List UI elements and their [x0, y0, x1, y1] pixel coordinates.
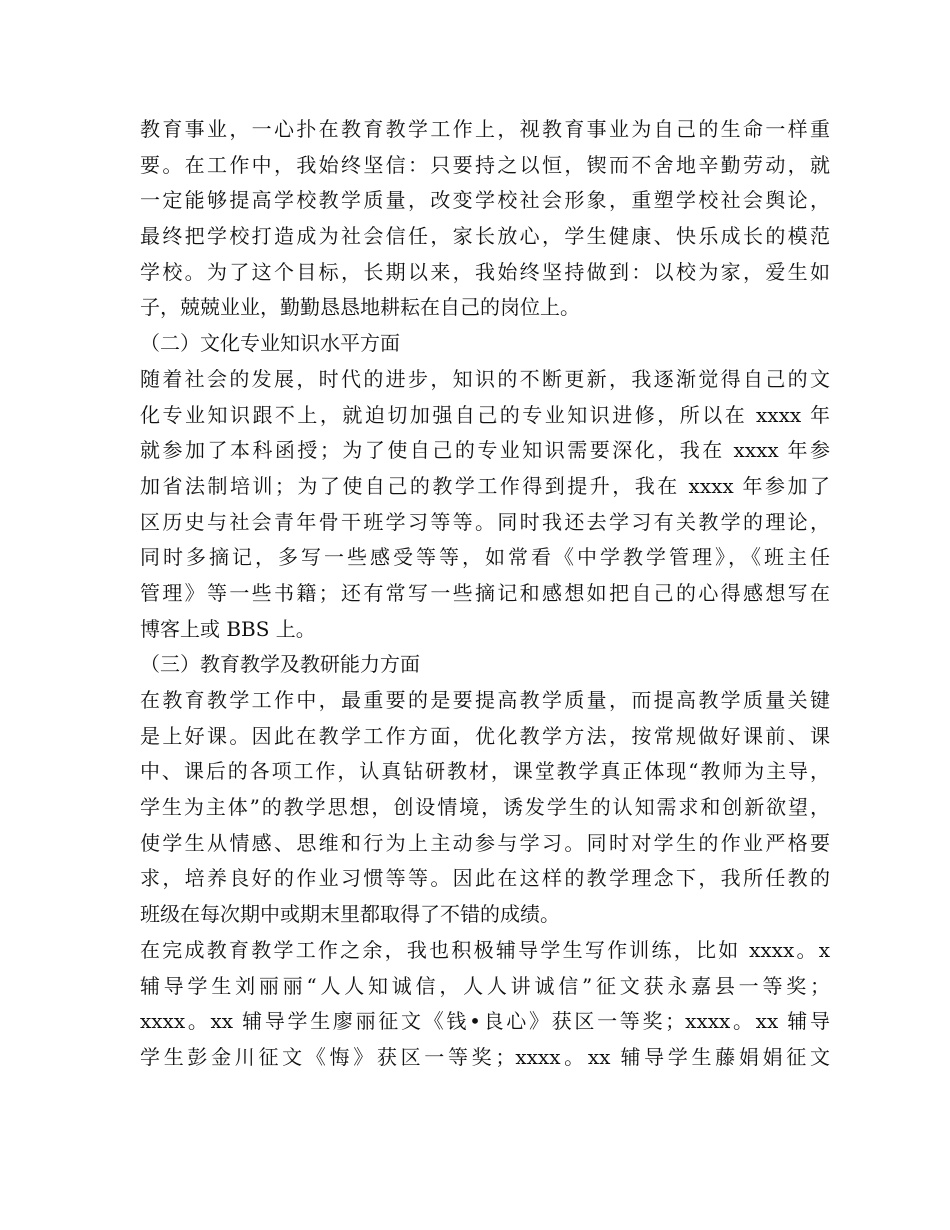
section-heading: （三）教育教学及教研能力方面	[140, 652, 420, 677]
text-line: 学生彭金川征文《悔》获区一等奖；xxxx。xx 辅导学生藤娟娟征文	[140, 1044, 830, 1069]
text-line: 博客上或 BBS 上。	[140, 616, 316, 641]
document-body	[140, 112, 830, 1076]
text-line: 学生为主体”的教学思想，创设情境，诱发学生的认知需求和创新欲望，	[140, 795, 830, 820]
text-line: 最终把学校打造成为社会信任，家长放心，学生健康、快乐成长的模范	[140, 224, 830, 249]
text-line: 在完成教育教学工作之余，我也积极辅导学生写作训练，比如 xxxx。x	[140, 937, 830, 962]
text-line: 教育事业，一心扑在教育教学工作上，视教育事业为自己的生命一样重	[140, 117, 830, 141]
text-line: 在教育教学工作中，最重要的是要提高教学质量，而提高教学质量关键	[140, 688, 830, 712]
text-line: 加省法制培训；为了使自己的教学工作得到提升，我在 xxxx 年参加了	[140, 473, 830, 498]
text-line: 区历史与社会青年骨干班学习等等。同时我还去学习有关教学的理论，	[140, 509, 830, 534]
text-line: 随着社会的发展，时代的进步，知识的不断更新，我逐渐觉得自己的文	[140, 366, 830, 391]
text-line: 班级在每次期中或期末里都取得了不错的成绩。	[140, 902, 560, 927]
text-line: 一定能够提高学校教学质量，改变学校社会形象，重塑学校社会舆论，	[140, 188, 830, 213]
text-line: 使学生从情感、思维和行为上主动参与学习。同时对学生的作业严格要	[140, 830, 830, 855]
text-line: 辅导学生刘丽丽“人人知诚信，人人讲诚信”征文获永嘉县一等奖；	[140, 973, 830, 998]
text-line: 要。在工作中，我始终坚信：只要持之以恒，锲而不舍地辛勤劳动，就	[140, 152, 830, 177]
text-line: 化专业知识跟不上，就迫切加强自己的专业知识进修，所以在 xxxx 年	[140, 402, 830, 427]
text-line: 求，培养良好的作业习惯等等。因此在这样的教学理念下，我所任教的	[140, 866, 830, 891]
text-line: 就参加了本科函授；为了使自己的专业知识需要深化，我在 xxxx 年参	[140, 438, 830, 463]
text-line: 是上好课。因此在教学工作方面，优化教学方法，按常规做好课前、课	[140, 723, 830, 748]
text-line: 中、课后的各项工作，认真钻研教材，课堂教学真正体现“教师为主导，	[140, 759, 830, 784]
text-line: 学校。为了这个目标，长期以来，我始终坚持做到：以校为家，爱生如	[140, 259, 830, 284]
section-heading: （二）文化专业知识水平方面	[140, 331, 400, 356]
text-line: xxxx。xx 辅导学生廖丽征文《钱•良心》获区一等奖；xxxx。xx 辅导	[140, 1009, 830, 1034]
text-line: 同时多摘记，多写一些感受等等，如常看《中学教学管理》，《班主任	[140, 545, 830, 570]
text-line: 子，兢兢业业，勤勤恳恳地耕耘在自己的岗位上。	[140, 295, 580, 320]
text-line: 管理》等一些书籍；还有常写一些摘记和感想如把自己的心得感想写在	[140, 580, 830, 605]
